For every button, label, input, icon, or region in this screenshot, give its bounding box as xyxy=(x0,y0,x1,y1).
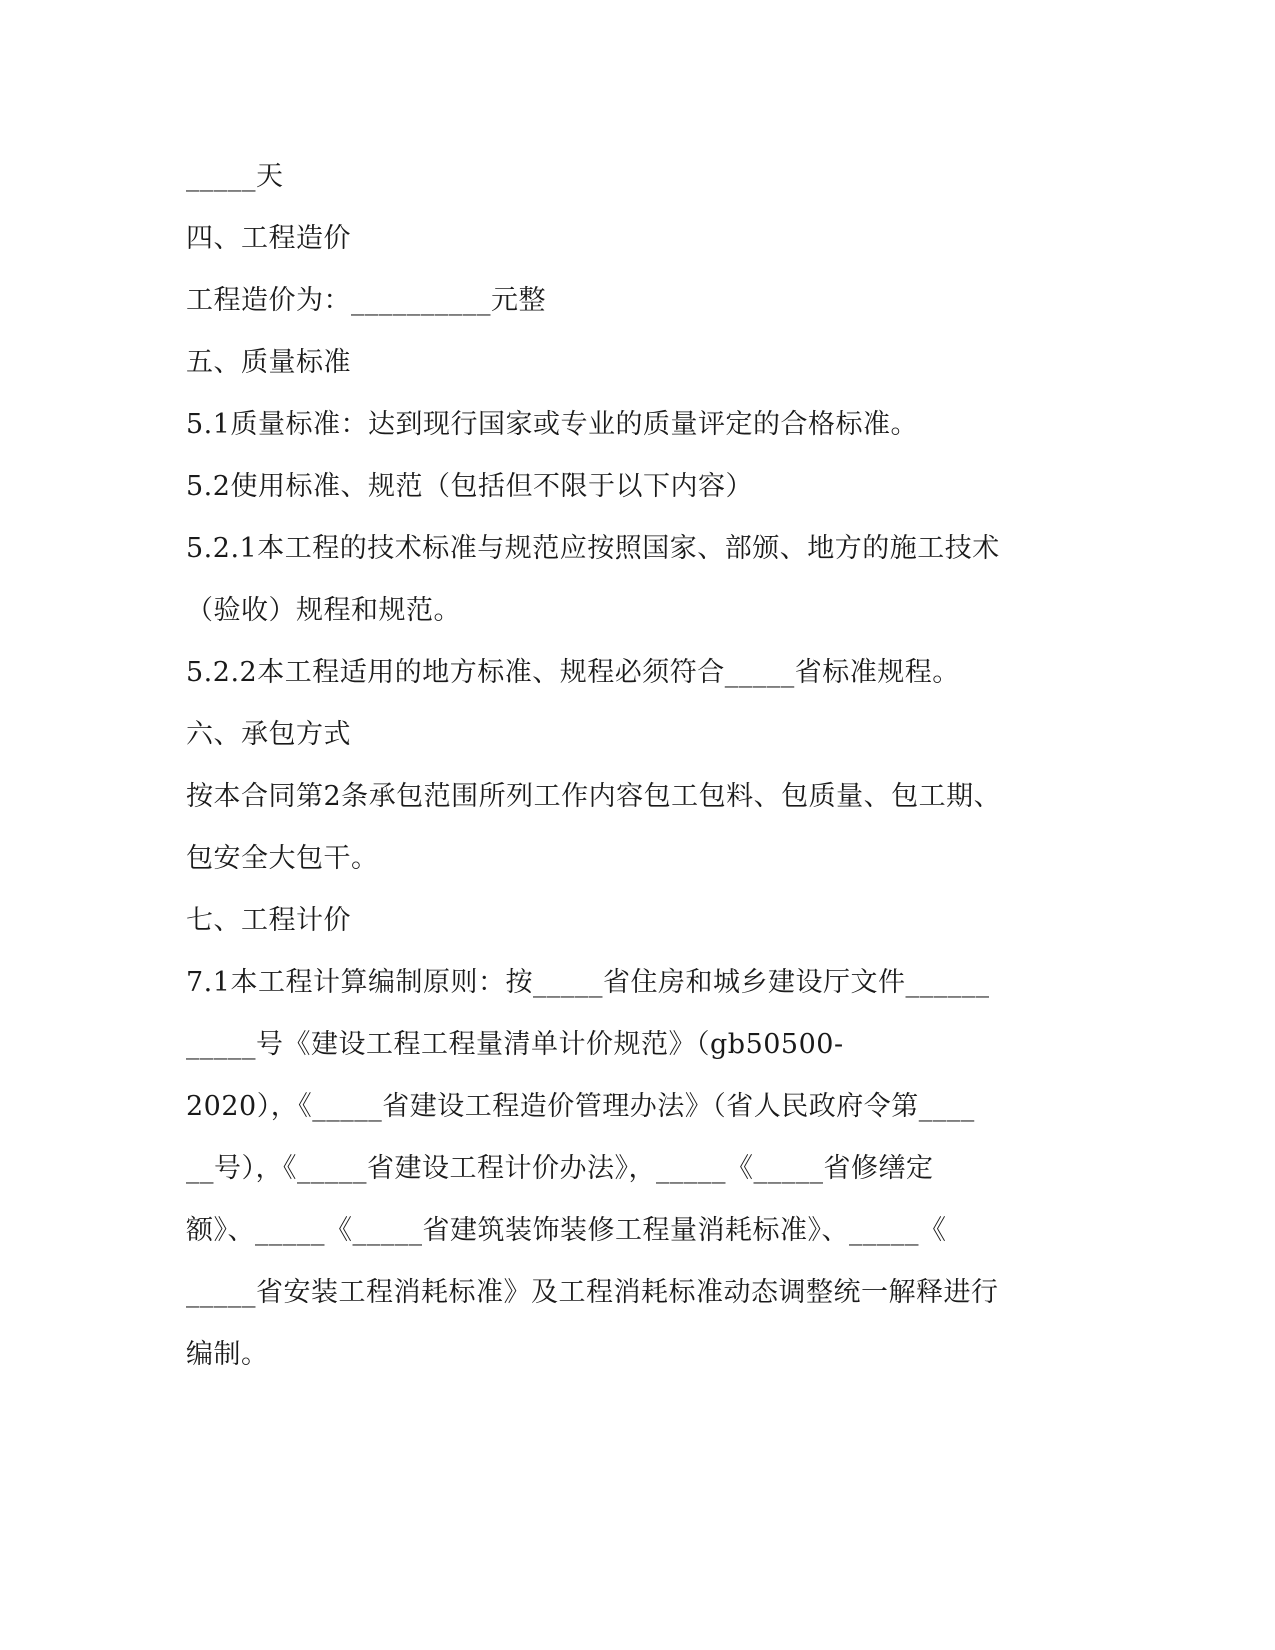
contract-method-text: 按本合同第2条承包范围所列工作内容包工包料、包质量、包工期、 xyxy=(186,781,1002,812)
clause-7-1-line-3: 2020），《_____省建设工程造价管理办法》（省人民政府令第____ xyxy=(186,1091,975,1122)
duration-days-line: _____天 xyxy=(186,161,284,192)
section-heading-project-cost: 四、工程造价 xyxy=(186,223,351,254)
project-cost-line: 工程造价为：__________元整 xyxy=(186,285,546,316)
clause-5-2-2: 5.2.2本工程适用的地方标准、规程必须符合_____省标准规程。 xyxy=(186,657,960,688)
clause-5-2-1: 5.2.1本工程的技术标准与规范应按照国家、部颁、地方的施工技术 xyxy=(186,533,1000,564)
contract-method-text-continued: 包安全大包干。 xyxy=(186,843,379,874)
clause-7-1-line-5: 额》、_____《_____省建筑装饰装修工程量消耗标准》、_____《 xyxy=(186,1215,947,1246)
section-heading-pricing: 七、工程计价 xyxy=(186,905,351,936)
section-heading-contract-method: 六、承包方式 xyxy=(186,719,351,750)
clause-7-1-line-2: _____号《建设工程工程量清单计价规范》（gb50500- xyxy=(186,1029,844,1060)
clause-7-1-line-6: _____省安装工程消耗标准》及工程消耗标准动态调整统一解释进行 xyxy=(186,1277,999,1308)
clause-7-1-line-7: 编制。 xyxy=(186,1339,269,1370)
clause-7-1: 7.1本工程计算编制原则：按_____省住房和城乡建设厅文件______ xyxy=(186,967,990,998)
document-body xyxy=(186,152,1021,1392)
clause-5-2-1-continued: （验收）规程和规范。 xyxy=(186,595,461,626)
clause-7-1-line-4: __号），《_____省建设工程计价办法》，_____《_____省修缮定 xyxy=(186,1153,934,1184)
clause-5-1: 5.1质量标准：达到现行国家或专业的质量评定的合格标准。 xyxy=(186,409,918,440)
section-heading-quality-standard: 五、质量标准 xyxy=(186,347,351,378)
clause-5-2: 5.2使用标准、规范（包括但不限于以下内容） xyxy=(186,471,753,502)
